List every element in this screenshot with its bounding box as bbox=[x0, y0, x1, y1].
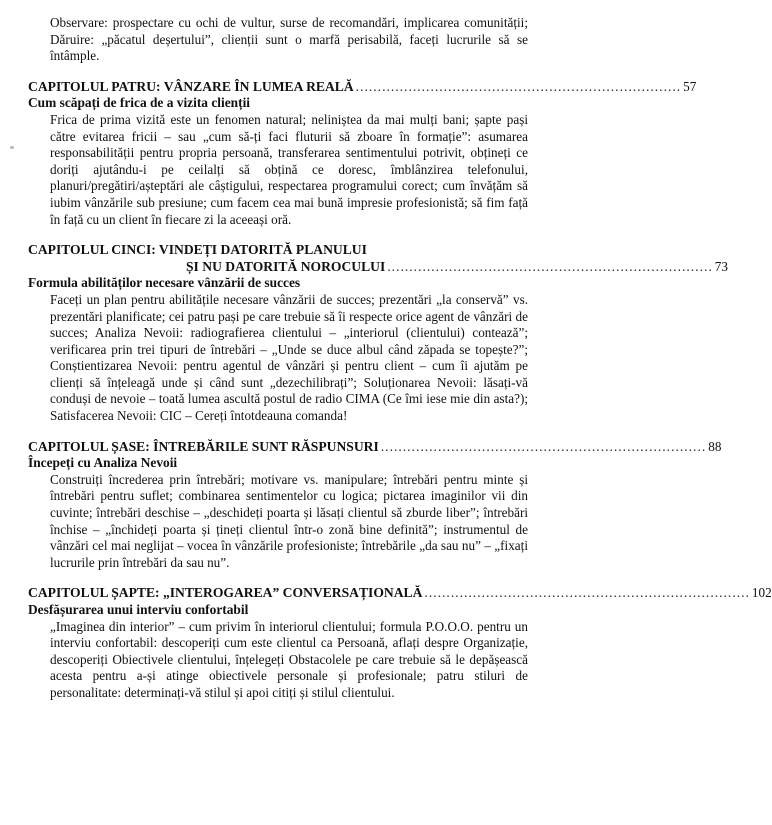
page-number: 73 bbox=[714, 258, 728, 274]
chapter-summary: Frica de prima vizită este un fenomen natural; nelinișteа da mai mulți bani; șapte pași către evitarea fricii – sau „cum să-ți faci fluturii să zboare în formație”: asumarea responsabilității pentru propria persoană, transferarea sentimentului potrivit, obțineți ce doriți ajutându-i pe ceilalți să obțină ce doresc, îmblânzirea telefonului, planuri/pregătiri/așteptări ale câștigului, respectarea programului corect; cum învățăm să iubim vânzările sub presiune; cum facem cea mai bună impresie profesionistă; să fim față în față cu un client în fiecare zi la aceeași oră. bbox=[50, 111, 528, 227]
chapter-subtitle: Desfășurarea unui interviu confortabil bbox=[28, 602, 249, 617]
leader-dots: .......................................................................... bbox=[387, 258, 713, 274]
paper-speck bbox=[10, 146, 14, 149]
leader-dots: .......................................................................... bbox=[424, 585, 750, 601]
chapter-title-line[interactable] bbox=[28, 438, 722, 456]
chapter-title-first-line: CAPITOLUL CINCI: VINDEȚI DATORITĂ PLANULUI bbox=[28, 242, 367, 258]
chapter-title: CAPITOLUL ȘAPTE: „INTEROGAREA” CONVERSAȚIONALĂ bbox=[28, 585, 423, 601]
chapter-subtitle: Formula abilităților necesare vânzării de succes bbox=[28, 275, 301, 291]
chapter-4 bbox=[28, 78, 697, 228]
page-number: 57 bbox=[683, 78, 697, 94]
chapter-subtitle: Cum scăpați de frica de a vizita clienții bbox=[28, 95, 251, 111]
chapter-summary: „Imaginea din interior” – cum privim în interiorul clientului; formula P.O.O.O. pentru un interviu confortabil: descoperiți cum este clientul ca Persoană, aflați despre Organizație, descoperiți Obiectivele clientului, înțelegeți Obstacolele pe care trebuie să le depășească acesta pentru a-și atinge obiectivele personale și profesionale; patru stiluri de personalitate: determinați-vă stilul și apoi citiți și stilul clientului. bbox=[50, 618, 528, 700]
chapter-title: CAPITOLUL ȘASE: ÎNTREBĂRILE SUNT RĂSPUNSURI bbox=[28, 438, 379, 454]
leader-dots: .......................................................................... bbox=[355, 78, 682, 94]
chapter-6 bbox=[28, 438, 722, 572]
chapter-title: CAPITOLUL PATRU: VÂNZARE ÎN LUMEA REALĂ bbox=[28, 78, 354, 94]
page-number: 102 bbox=[751, 585, 772, 601]
leader-dots: .......................................................................... bbox=[380, 438, 707, 454]
intro-paragraph: Observare: prospectare cu ochi de vultur, surse de recomandări, implicarea comunității; Dăruire: „păcatul deșertului”, clienții sunt o marfă perisabilă, faceți lucrurile să se întâmple. bbox=[50, 15, 528, 64]
chapter-7 bbox=[28, 585, 772, 701]
chapter-5 bbox=[28, 242, 728, 425]
chapter-title: ȘI NU DATORITĂ NOROCULUI bbox=[186, 258, 386, 274]
page-number: 88 bbox=[708, 438, 722, 454]
chapter-title-line[interactable] bbox=[28, 585, 772, 602]
chapter-title-line[interactable] bbox=[28, 78, 697, 96]
toc-page bbox=[28, 12, 772, 702]
chapter-subtitle: Începeți cu Analiza Nevoii bbox=[28, 455, 178, 471]
chapter-summary: Faceți un plan pentru abilitățile necesare vânzării de succes; prezentări „la conservă” vs. prezentări planificate; cei patru pași pe care trebuie să îi respecte orice agent de vânzări de succes; Analiza Nevoii: radiografierea clientului – „interiorul (clientului) contează”; verificarea prin trei tipuri de întrebări – „Unde se duce albul când zăpada se topește?”; Conștientizarea Nevoii: pentru agentul de vânzări și pentru client – cum îi ajutăm pe clienți să înțeleagă unde și când sunt „dezechilibrați”; Soluționarea Nevoii: lăsați-vă conduși de nevoie – toată lumea ascultă postul de radio CIMA (Ce îmi iese mie din asta?); Satisfacerea Nevoii: CIC – Cereți întotdeauna comanda! bbox=[50, 291, 528, 424]
chapter-title-line[interactable] bbox=[28, 258, 728, 276]
chapter-summary: Construiți încrederea prin întrebări; motivare vs. manipulare; întrebări pentru minte și întrebări pentru suflet; combinarea sentimentelor cu logica; pictarea imaginilor vii din cuvinte; întrebări deschise – „deschideți poarta și lăsați clientul să zburde liber”; întrebări închise – „închideți poarta și țineți clientul într-o zonă bine definită”; instrumentul de vânzări cel mai neglijat – vocea în vânzările profesioniste; întrebările „da sau nu” – „fixați lucrurile prin întrebări da sau nu”. bbox=[50, 471, 528, 570]
